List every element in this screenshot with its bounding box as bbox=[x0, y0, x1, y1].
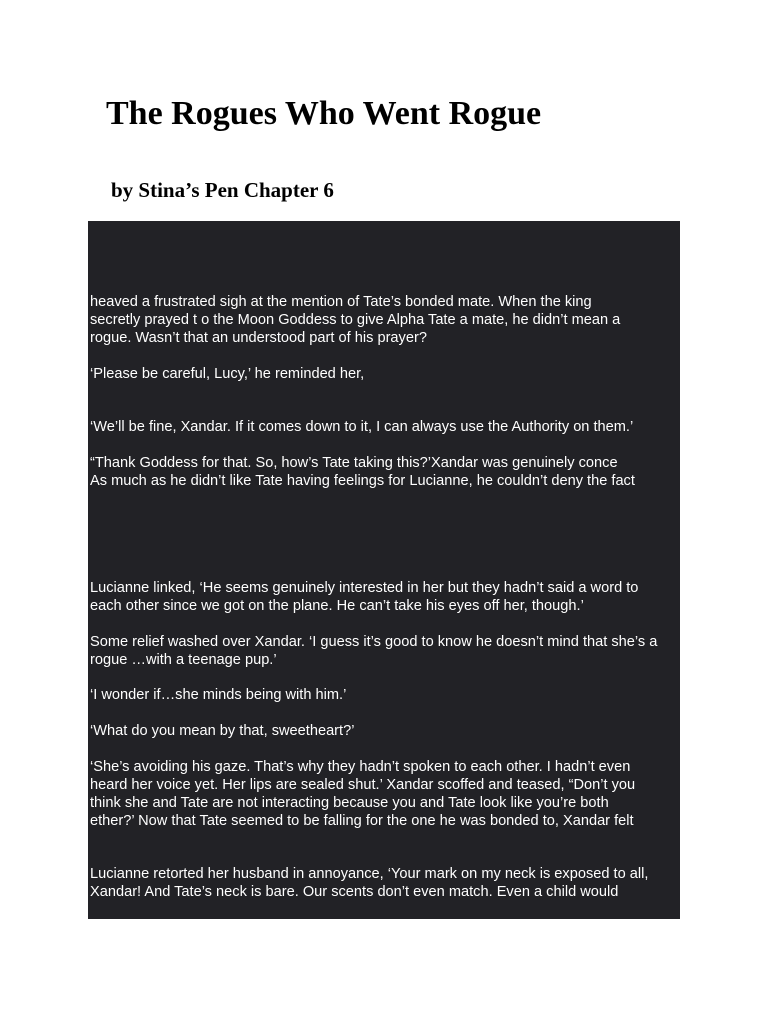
text-line: ‘We’ll be fine, Xandar. If it comes down to it, I can always use the Authority on them.’ bbox=[90, 419, 634, 435]
text-line: “Thank Goddess for that. So, how’s Tate taking this?’Xandar was genuinely conce bbox=[90, 455, 618, 471]
text-line: ‘She’s avoiding his gaze. That’s why they hadn’t spoken to each other. I hadn’t even bbox=[90, 759, 631, 775]
text-line: Lucianne retorted her husband in annoyance, ‘Your mark on my neck is exposed to all, bbox=[90, 866, 649, 882]
text-line: Xandar! And Tate’s neck is bare. Our scents don’t even match. Even a child would bbox=[90, 884, 619, 900]
document-title: The Rogues Who Went Rogue bbox=[106, 95, 542, 132]
text-line: rogue …with a teenage pup.’ bbox=[90, 652, 277, 668]
text-line: rogue. Wasn’t that an understood part of his prayer? bbox=[90, 330, 427, 346]
text-line: heaved a frustrated sigh at the mention of Tate’s bonded mate. When the king bbox=[90, 294, 592, 310]
text-line: As much as he didn’t like Tate having feelings for Lucianne, he couldn’t deny the fact bbox=[90, 473, 635, 489]
text-line: ether?’ Now that Tate seemed to be falling for the one he was bonded to, Xandar felt bbox=[90, 813, 634, 829]
text-line: think she and Tate are not interacting because you and Tate look like you’re both bbox=[90, 795, 609, 811]
text-line: secretly prayed t o the Moon Goddess to give Alpha Tate a mate, he didn’t mean a bbox=[90, 312, 621, 328]
document-byline: by Stina’s Pen Chapter 6 bbox=[111, 178, 334, 202]
text-line: ‘What do you mean by that, sweetheart?’ bbox=[90, 723, 355, 739]
text-line: each other since we got on the plane. He can’t take his eyes off her, though.’ bbox=[90, 598, 584, 614]
text-line: heard her voice yet. Her lips are sealed shut.’ Xandar scoffed and teased, “Don’t you bbox=[90, 777, 636, 793]
text-line: Lucianne linked, ‘He seems genuinely interested in her but they hadn’t said a word to bbox=[90, 580, 639, 596]
text-line: ‘Please be careful, Lucy,’ he reminded her, bbox=[90, 366, 365, 382]
text-line: ‘I wonder if…she minds being with him.’ bbox=[90, 687, 347, 703]
text-line: Some relief washed over Xandar. ‘I guess it’s good to know he doesn’t mind that she’s a bbox=[90, 634, 658, 650]
chapter-text-panel bbox=[88, 221, 680, 919]
